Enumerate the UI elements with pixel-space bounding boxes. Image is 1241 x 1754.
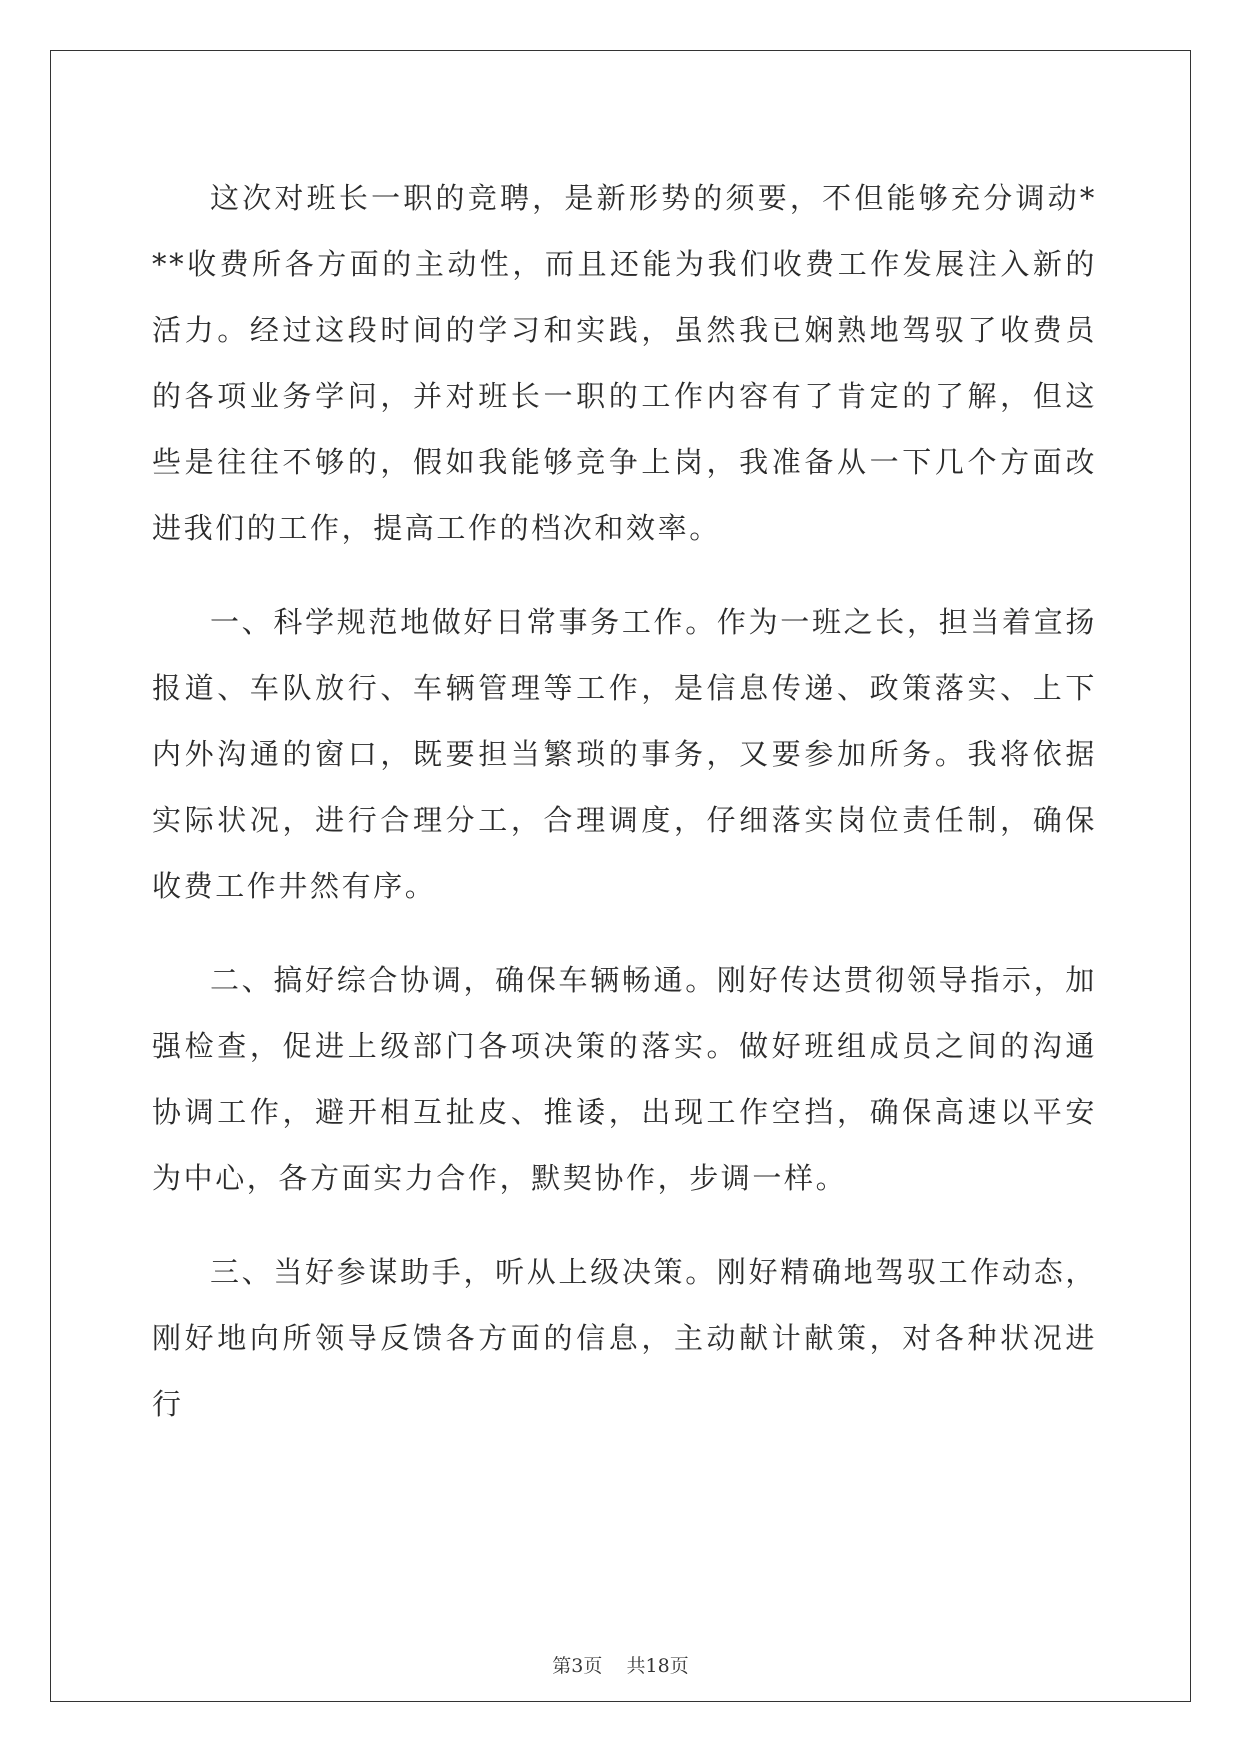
paragraph-point-two: 二、搞好综合协调，确保车辆畅通。刚好传达贯彻领导指示，加强检查，促进上级部门各项决策的落实。做好班组成员之间的沟通协调工作，避开相互扯皮、推诿，出现工作空挡，确保高速以平安为中心，各方面实力合作，默契协作，步调一样。 (152, 963, 1097, 1195)
paragraph-point-one: 一、科学规范地做好日常事务工作。作为一班之长，担当着宣扬报道、车队放行、车辆管理等工作，是信息传递、政策落实、上下内外沟通的窗口，既要担当繁琐的事务，又要参加所务。我将依据实际状况，进行合理分工，合理调度，仔细落实岗位责任制，确保收费工作井然有序。 (152, 605, 1097, 903)
page-number-footer: 第3页 共18页 (552, 1655, 689, 1677)
paragraph-point-three: 三、当好参谋助手，听从上级决策。刚好精确地驾驭工作动态，刚好地向所领导反馈各方面的信息，主动献计献策，对各种状况进行 (152, 1255, 1097, 1421)
document-body (152, 165, 1097, 1437)
paragraph-intro: 这次对班长一职的竞聘，是新形势的须要，不但能够充分调动***收费所各方面的主动性，而且还能为我们收费工作发展注入新的活力。经过这段时间的学习和实践，虽然我已娴熟地驾驭了收费员的各项业务学问，并对班长一职的工作内容有了肯定的了解，但这些是往往不够的，假如我能够竞争上岗，我准备从一下几个方面改进我们的工作，提高工作的档次和效率。 (152, 181, 1097, 545)
